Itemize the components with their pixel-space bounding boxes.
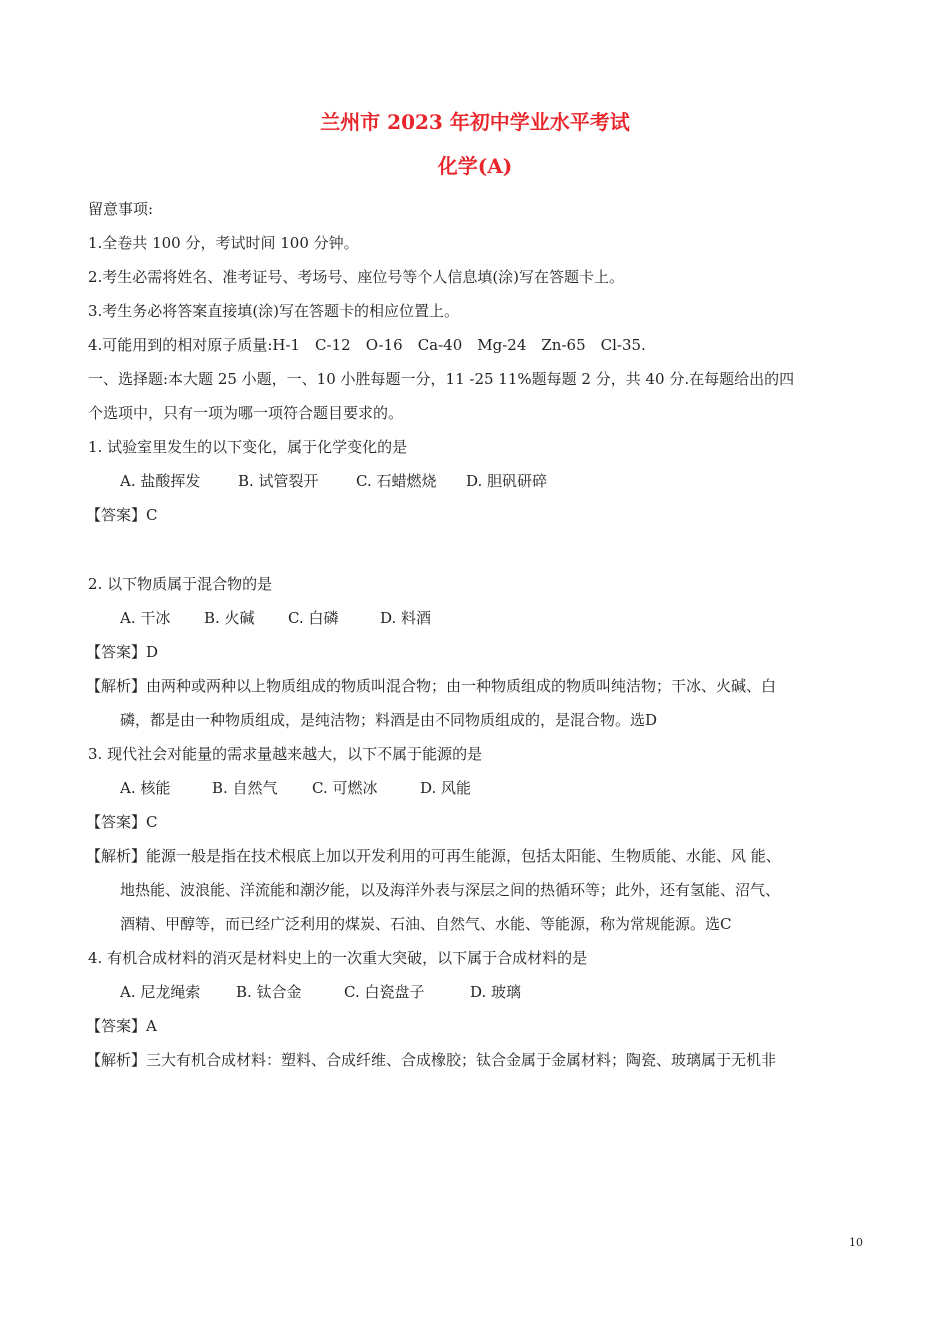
option-b: B. 火碱: [204, 609, 255, 627]
option-d: D. 料酒: [380, 609, 432, 627]
exam-subtitle: 化学(A): [437, 154, 513, 178]
exam-title: 兰州市 2023 年初中学业水平考试: [320, 110, 630, 134]
analysis: 【解析】能源一般是指在技术根底上加以开发利用的可再生能源，包括太阳能、生物质能、水能、风 能、: [86, 847, 781, 865]
option-c: C. 白磷: [288, 609, 339, 627]
option-d: D. 风能: [420, 779, 472, 797]
answer: 【答案】D: [86, 643, 159, 661]
analysis-cont: 磷，都是由一种物质组成，是纯洁物；料酒是由不同物质组成的，是混合物。选D: [120, 711, 658, 729]
question-options: [120, 982, 521, 1002]
option-d: D. 胆矾研碎: [466, 472, 548, 490]
option-c: C. 石蜡燃烧: [356, 472, 437, 490]
option-c: C. 白瓷盘子: [344, 983, 425, 1001]
option-a: A. 盐酸挥发: [120, 472, 201, 490]
notice-heading: 留意事项:: [88, 200, 154, 218]
option-b: B. 自然气: [212, 779, 278, 797]
answer: 【答案】C: [86, 506, 158, 524]
answer: 【答案】A: [86, 1017, 157, 1035]
notice-item: 2.考生必需将姓名、准考证号、考场号、座位号等个人信息填(涂)写在答题卡上。: [88, 268, 625, 286]
answer: 【答案】C: [86, 813, 158, 831]
question-stem: 1. 试验室里发生的以下变化，属于化学变化的是: [88, 438, 408, 456]
question-options: [120, 608, 431, 628]
section-instructions-cont: 个选项中，只有一项为哪一项符合题目要求的。: [88, 404, 404, 422]
question-stem: 3. 现代社会对能量的需求量越来越大，以下不属于能源的是: [88, 745, 483, 763]
analysis: 【解析】三大有机合成材料：塑料、合成纤维、合成橡胶；钛合金属于金属材料；陶瓷、玻璃属于无机非: [86, 1051, 777, 1069]
question-stem: 4. 有机合成材料的消灭是材料史上的一次重大突破，以下属于合成材料的是: [88, 949, 588, 967]
option-c: C. 可燃冰: [312, 779, 378, 797]
option-a: A. 干冰: [120, 609, 171, 627]
option-b: B. 钛合金: [236, 983, 302, 1001]
analysis-cont: 地热能、波浪能、洋流能和潮汐能，以及海洋外表与深层之间的热循环等；此外，还有氢能、沼气、: [120, 881, 781, 899]
notice-item: 3.考生务必将答案直接填(涂)写在答题卡的相应位置上。: [88, 302, 460, 320]
option-a: A. 核能: [120, 779, 171, 797]
notice-item: 1.全卷共 100 分，考试时间 100 分钟。: [88, 234, 359, 252]
question-options: [120, 778, 471, 798]
option-d: D. 玻璃: [470, 983, 522, 1001]
question-stem: 2. 以下物质属于混合物的是: [88, 575, 273, 593]
page-number: 10: [849, 1236, 863, 1249]
section-instructions: 一、选择题:本大题 25 小题，一、10 小胜每题一分，11 -25 11%题每题 2 分，共 40 分.在每题给出的四: [88, 370, 795, 388]
analysis-cont: 酒精、甲醇等，而已经广泛利用的煤炭、石油、自然气、水能、等能源，称为常规能源。选C: [120, 915, 732, 933]
notice-item: 4.可能用到的相对原子质量:H-1 C-12 O-16 Ca-40 Mg-24 Zn-65 Cl-35.: [88, 336, 646, 354]
option-b: B. 试管裂开: [238, 472, 319, 490]
question-options: [120, 471, 547, 491]
analysis: 【解析】由两种或两种以上物质组成的物质叫混合物；由一种物质组成的物质叫纯洁物；干冰、火碱、白: [86, 677, 777, 695]
option-a: A. 尼龙绳索: [120, 983, 201, 1001]
